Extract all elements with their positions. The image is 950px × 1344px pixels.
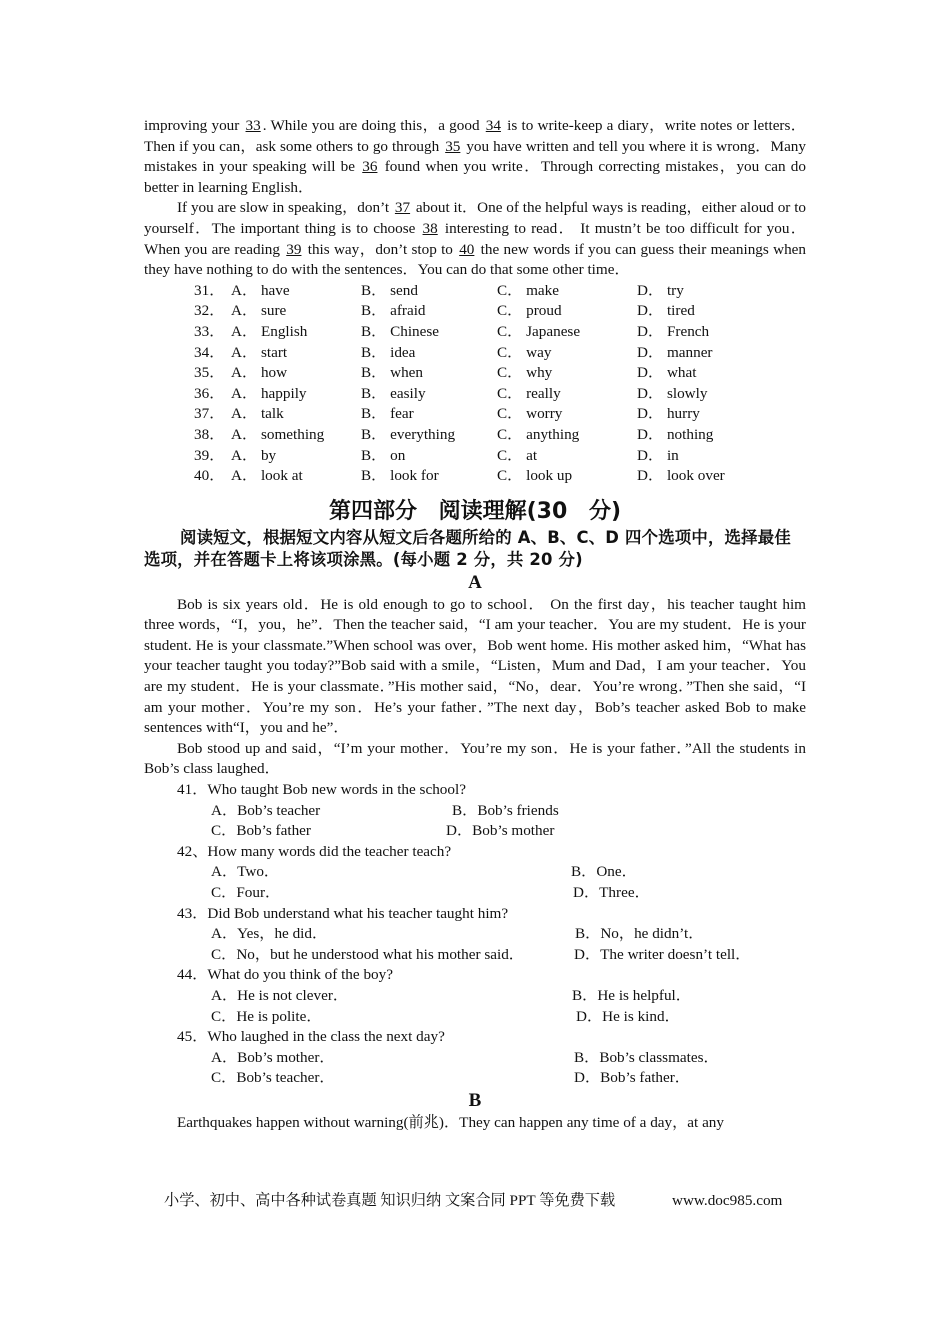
option-row-33	[194, 322, 757, 343]
option-b: B．Bob’s classmates．	[574, 1048, 719, 1066]
question-number: 31．	[194, 281, 225, 299]
blank-36: 36	[362, 158, 378, 176]
option-line	[144, 883, 806, 904]
section-b-heading: B	[468, 1089, 482, 1111]
blank-40: 40	[459, 240, 475, 258]
question-stem: 43．Did Bob understand what his teacher taught him?	[177, 904, 509, 922]
question-stem: 44．What do you think of the boy?	[177, 966, 393, 984]
option-b: B．One．	[571, 863, 637, 881]
option-row-40	[194, 466, 757, 487]
option-c: C． make	[497, 281, 560, 299]
cloze-options-table	[194, 281, 757, 487]
option-c: C． anything	[497, 425, 580, 443]
option-line	[144, 1068, 806, 1089]
option-b: B． send	[361, 281, 418, 299]
question-43	[144, 904, 806, 966]
option-b: B． easily	[361, 384, 426, 402]
option-c: C． why	[497, 364, 553, 382]
option-b: B．Bob’s friends	[452, 801, 559, 819]
option-a: A． have	[231, 281, 290, 299]
option-a: A． look at	[231, 467, 303, 485]
option-c: C． at	[497, 446, 538, 464]
text-run: improving your	[144, 117, 244, 134]
text-run: is to write-keep a diary，write notes or letters．Then if you can，ask some others to go through	[144, 117, 806, 155]
option-row-34	[194, 343, 757, 364]
question-number: 34．	[194, 343, 225, 361]
option-c: C．He is polite．	[211, 1007, 322, 1025]
cloze-paragraph-2	[144, 198, 806, 280]
option-b: B．He is helpful．	[572, 986, 691, 1004]
question-44	[144, 965, 806, 1027]
option-c: C． proud	[497, 302, 562, 320]
option-d: D． nothing	[637, 425, 714, 443]
option-a: A．Yes，he did．	[211, 925, 328, 943]
question-number: 40．	[194, 467, 225, 485]
section-a-paragraph-2: Bob stood up and said，“I’m your mother．You’re my son．He is your father．”All the students in Bob’s class laughed．	[144, 739, 806, 778]
blank-37: 37	[394, 199, 411, 217]
option-d: D． look over	[637, 467, 725, 485]
option-b: B． fear	[361, 405, 414, 423]
option-c: C．Bob’s teacher．	[211, 1069, 335, 1087]
question-number: 38．	[194, 425, 225, 443]
option-line	[144, 821, 806, 842]
option-row-37	[194, 404, 757, 425]
blank-38: 38	[422, 219, 438, 237]
option-row-39	[194, 446, 757, 467]
text-run: the new words if you can guess their meanings when they have nothing to do with the sentences．You can do that some other time．	[144, 240, 806, 279]
question-45	[144, 1027, 806, 1089]
option-line	[144, 986, 806, 1007]
option-a: A．Two．	[211, 863, 280, 881]
section-a-paragraph-1: Bob is six years old．He is old enough to go to school． On the first day，his teacher taught him three words，“I，you，he”．Then the teacher said，“I am your teacher．You are my student．He is your student. He is your classmate.”When school was over，Bob went home. His mother asked him，“What has your teacher taught you today?”Bob said with a smile，“Listen，Mum and Dad，I am your teacher．You are my student．He is your classmate．”His mother said，“No，dear．You’re wrong．”Then she said，“I am your mother．You’re my son．He’s your father．”The next day，Bob’s teacher asked Bob to make sentences with“I，you and he”．	[144, 595, 806, 737]
question-number: 39．	[194, 446, 225, 464]
option-c: C． really	[497, 384, 561, 402]
question-number: 37．	[194, 405, 225, 423]
option-d: D．The writer doesn’t tell．	[574, 945, 751, 963]
section-b-paragraph-1: Earthquakes happen without warning(前兆)．They can happen any time of a day，at any	[177, 1113, 724, 1131]
question-number: 36．	[194, 384, 225, 402]
option-d: D．He is kind．	[576, 1007, 680, 1025]
exam-page	[144, 116, 806, 1134]
text-run: you have written and tell you where it is wrong．Many mistakes in your speaking will be	[144, 137, 806, 176]
question-stem: 42、How many words did the teacher teach?	[177, 842, 452, 860]
reading-instruction: 阅读短文，根据短文内容从短文后各题所给的 A、B、C、D 四个选项中，选择最佳选项，并在答题卡上将该项涂黑。(每小题 2 分，共 20 分)	[144, 527, 791, 569]
option-b: B． when	[361, 364, 424, 382]
option-a: A． talk	[231, 405, 284, 423]
option-row-31	[194, 281, 757, 302]
text-run: found when you write．Through correcting mistakes，you can do better in learning English．	[144, 158, 806, 196]
text-run: this way，don’t stop to	[303, 240, 458, 258]
option-a: A．Bob’s mother．	[211, 1048, 335, 1066]
option-line	[144, 801, 806, 822]
option-c: C． Japanese	[497, 322, 581, 340]
cloze-paragraph-1	[144, 116, 806, 198]
question-41	[144, 780, 806, 842]
option-row-36	[194, 384, 757, 405]
option-b: B． afraid	[361, 302, 426, 320]
text-run: If you are slow in speaking，don’t	[177, 199, 393, 217]
option-b: B． look for	[361, 467, 439, 485]
option-line	[144, 1048, 806, 1069]
blank-35: 35	[445, 137, 461, 155]
option-a: A． something	[231, 425, 325, 443]
option-row-38	[194, 425, 757, 446]
question-number: 33．	[194, 322, 225, 340]
option-row-32	[194, 301, 757, 322]
option-d: D． French	[637, 322, 710, 340]
text-run: about it．One of the helpful ways is reading，either aloud or to yourself．The important thing is to choose	[144, 199, 807, 237]
question-stem: 45．Who laughed in the class the next day?	[177, 1028, 445, 1046]
page-footer	[164, 1191, 804, 1211]
option-a: A． how	[231, 364, 288, 382]
option-c: C． worry	[497, 405, 563, 423]
option-row-35	[194, 363, 757, 384]
option-c: C． way	[497, 343, 552, 361]
option-a: A．He is not clever．	[211, 986, 349, 1004]
option-b: B． on	[361, 446, 406, 464]
option-d: D．Three．	[573, 884, 650, 901]
option-c: C． look up	[497, 467, 573, 485]
option-b: B． idea	[361, 343, 416, 361]
option-d: D．Bob’s mother	[446, 822, 555, 840]
blank-39: 39	[286, 240, 302, 258]
option-d: D． try	[637, 281, 684, 299]
footer-text: 小学、初中、高中各种试卷真题 知识归纳 文案合同 PPT 等免费下载	[164, 1192, 616, 1209]
option-c: C．No，but he understood what his mother said．	[211, 945, 524, 963]
option-line	[144, 1007, 806, 1028]
option-d: D． hurry	[637, 405, 700, 423]
blank-34: 34	[485, 117, 501, 134]
text-run: interesting to read． It mustn’t be too difficult for you．When you are reading	[144, 219, 806, 258]
option-d: D． slowly	[637, 384, 708, 402]
option-a: A． happily	[231, 384, 307, 402]
question-number: 32．	[194, 302, 225, 320]
text-run: . While you are doing this，a good	[262, 117, 484, 134]
blank-33: 33	[245, 117, 261, 134]
option-a: A． by	[231, 446, 277, 464]
footer-url[interactable]: www.doc985.com	[672, 1192, 783, 1209]
question-42	[144, 842, 806, 904]
option-line	[144, 924, 806, 945]
option-b: B． Chinese	[361, 322, 440, 340]
question-stem: 41．Who taught Bob new words in the school?	[177, 781, 466, 799]
option-line	[144, 862, 806, 883]
option-d: D．Bob’s father．	[574, 1069, 690, 1087]
option-d: D． what	[637, 364, 697, 382]
option-c: C．Bob’s father	[211, 822, 311, 840]
option-c: C．Four．	[211, 884, 281, 901]
option-d: D． in	[637, 446, 679, 464]
option-b: B．No，he didn’t．	[575, 925, 704, 943]
option-b: B． everything	[361, 425, 456, 443]
option-a: A． English	[231, 322, 308, 340]
option-a: A．Bob’s teacher	[211, 801, 321, 819]
part-four-title: 第四部分 阅读理解(30 分)	[328, 498, 622, 524]
option-line	[144, 945, 806, 966]
option-a: A． start	[231, 343, 288, 361]
option-d: D． manner	[637, 343, 713, 361]
option-d: D． tired	[637, 302, 695, 320]
question-number: 35．	[194, 364, 225, 382]
section-a-heading: A	[468, 571, 482, 593]
option-a: A． sure	[231, 302, 287, 320]
